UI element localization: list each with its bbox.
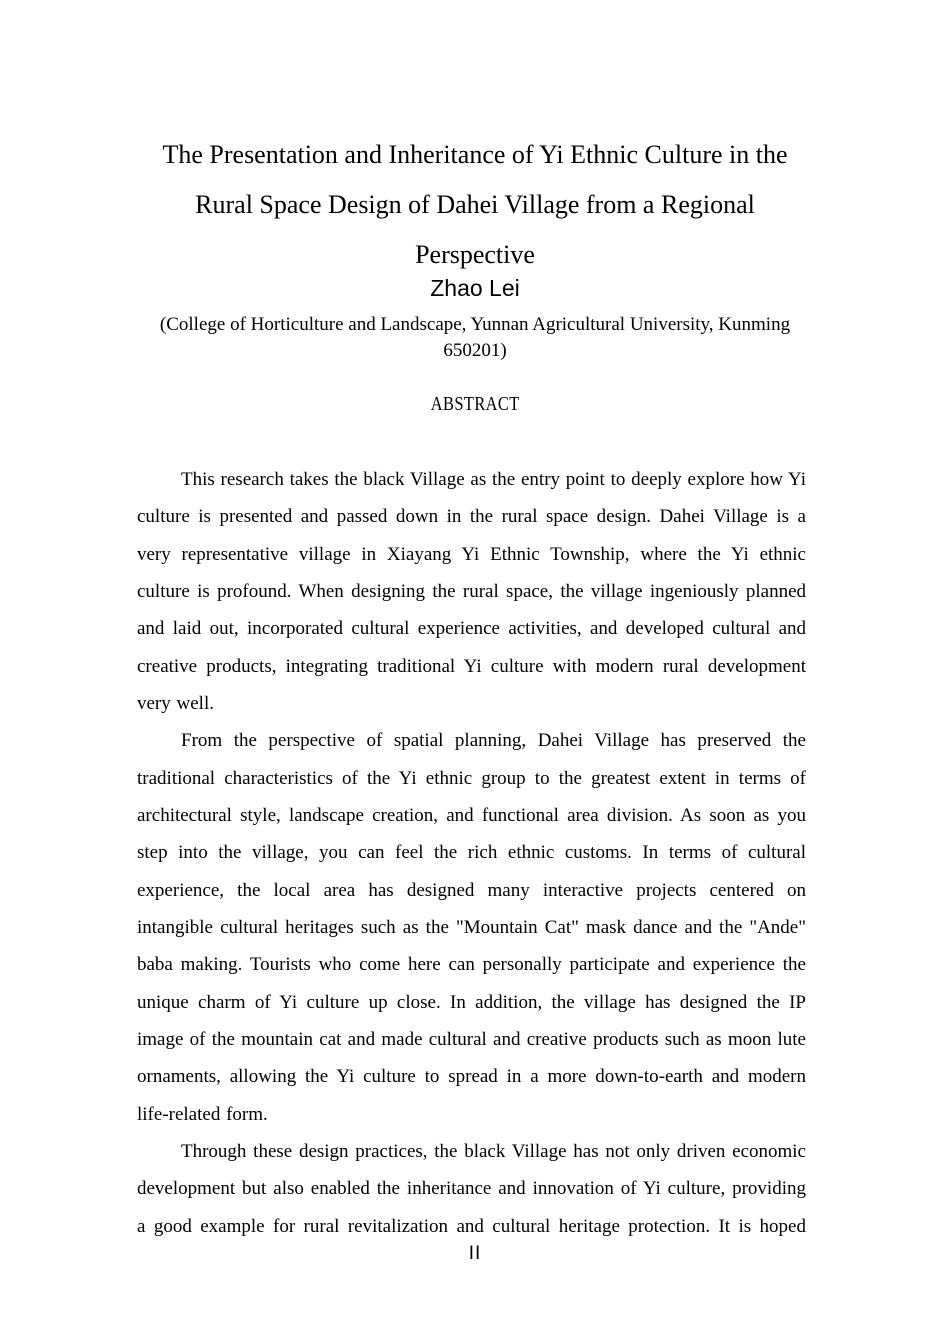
abstract-heading bbox=[0, 392, 950, 416]
page-title bbox=[0, 130, 950, 280]
affiliation bbox=[0, 312, 950, 364]
abstract-body bbox=[137, 461, 806, 1245]
page-title-line: Rural Space Design of Dahei Village from a Regional bbox=[195, 190, 755, 220]
affiliation-line: (College of Horticulture and Landscape, Yunnan Agricultural University, Kunming bbox=[159, 314, 791, 335]
abstract-paragraph: From the perspective of spatial planning, Dahei Village has preserved the traditional characteristics of the Yi ethnic group to the greatest extent in terms of architectural style, landscape creation, and functional area division. As soon as you step into the village, you can feel the rich ethnic customs. In terms of cultural experience, the local area has designed many interactive projects centered on intangible cultural heritages such as the "Mountain Cat" mask dance and the "Ande" baba making. Tourists who come here can personally participate and experience the unique charm of Yi culture up close. In addition, the village has designed the IP image of the mountain cat and made cultural and creative products such as moon lute ornaments, allowing the Yi culture to spread in a more down-to-earth and modern life-related form. bbox=[137, 730, 806, 1125]
page-title-line: The Presentation and Inheritance of Yi Ethnic Culture in the bbox=[162, 140, 788, 170]
author-name: Zhao Lei bbox=[430, 275, 520, 301]
abstract-paragraph: This research takes the black Village as the entry point to deeply explore how Yi culture is presented and passed down in the rural space design. Dahei Village is a very representative village in Xiayang Yi Ethnic Township, where the Yi ethnic culture is profound. When designing the rural space, the village ingeniously planned and laid out, incorporated cultural experience activities, and developed cultural and creative products, integrating traditional Yi culture with modern rural development very well. bbox=[137, 469, 806, 714]
page-number: II bbox=[468, 1243, 482, 1264]
page-title-line: Perspective bbox=[415, 240, 535, 270]
abstract-heading-text: ABSTRACT bbox=[430, 393, 520, 415]
affiliation-line: 650201) bbox=[443, 340, 507, 361]
abstract-paragraph: Through these design practices, the black Village has not only driven economic development but also enabled the inheritance and innovation of Yi culture, providing a good example for rural revitalization and cultural heritage protection. It is hoped bbox=[137, 1140, 806, 1237]
